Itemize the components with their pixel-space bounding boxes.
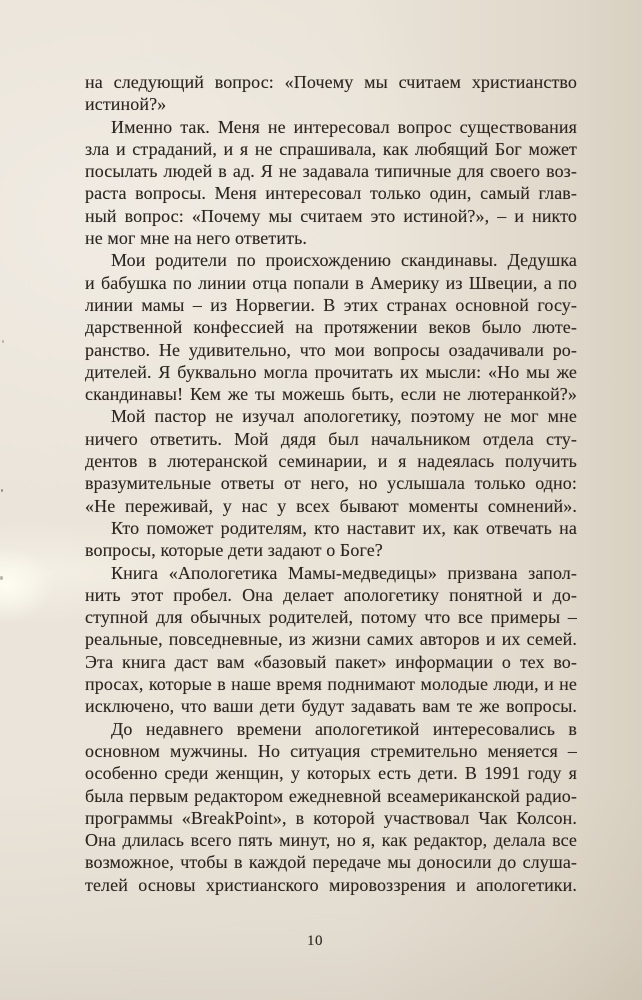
text-line: программы «BreakPoint», в которой участвовал Чак Колсон. <box>85 807 577 828</box>
dust-speck <box>2 340 4 343</box>
text-line: Именно так. Меня не интересовал вопрос существования <box>111 116 577 137</box>
text-line: Кто поможет родителям, кто наставит их, как отвечать на <box>111 517 577 538</box>
text-line: основном мужчины. Но ситуация стремительно меняется – <box>85 740 577 761</box>
text-line: ничего ответить. Мой дядя был начальником отдела сту- <box>85 428 577 449</box>
text-line: дителей. Я буквально могла прочитать их мысли: «Но мы же <box>85 361 577 382</box>
text-line: и бабушка по линии отца попали в Америку из Швеции, а по <box>85 272 577 293</box>
text-line: зла и страданий, и я не спрашивала, как любящий Бог может <box>85 138 577 159</box>
text-line: дарственной конфессией на протяжении веков было люте- <box>85 317 577 338</box>
text-line: раста вопросы. Меня интересовал только один, самый глав- <box>85 183 577 204</box>
text-line: вразумительные ответы от него, но услышала только одно: <box>85 473 577 494</box>
text-line: на следующий вопрос: «Почему мы считаем христианство <box>85 72 577 92</box>
text-line: ный вопрос: «Почему мы считаем это истиной?», – и никто <box>85 205 577 226</box>
text-line: вопросы, которые дети задают о Боге? <box>85 540 383 561</box>
text-line: нить этот пробел. Она делает апологетику понятной и до- <box>85 584 577 605</box>
text-line: была первым редактором ежедневной всеамериканской радио- <box>85 785 577 806</box>
body-text <box>85 71 577 896</box>
dust-speck <box>0 576 3 580</box>
text-line: особенно среди женщин, у которых есть дети. В 1991 году я <box>85 763 577 784</box>
text-line: Она длилась всего пять минут, но я, как редактор, делала все <box>85 830 577 851</box>
text-line: До недавнего времени апологетикой интересовались в <box>111 718 577 739</box>
text-line: реальные, повседневные, из жизни самих авторов и их семей. <box>85 629 577 650</box>
text-line: Мой пастор не изучал апологетику, поэтому не мог мне <box>111 406 577 427</box>
text-line: посылать людей в ад. Я не задавала типичные для своего воз- <box>85 161 577 182</box>
text-line: дентов в лютеранской семинарии, и я надеялась получить <box>85 451 577 472</box>
text-line: телей основы христианского мировоззрения и апологетики. <box>85 874 577 895</box>
text-line: просах, которые в наше время поднимают молодые люди, и не <box>85 674 577 695</box>
text-line: Книга «Апологетика Мамы-медведицы» призвана запол- <box>111 562 577 583</box>
text-line: не мог мне на него ответить. <box>85 228 307 249</box>
dust-speck <box>1 489 3 492</box>
text-line: возможное, чтобы в каждой передаче мы доносили до слуша- <box>85 852 577 873</box>
page-number: 10 <box>307 933 323 949</box>
text-line: «Не переживай, у нас у всех бывают моменты сомнений». <box>85 495 577 516</box>
text-line: скандинавы! Кем же ты можешь быть, если не лютеранкой?» <box>85 384 577 405</box>
text-line: истиной?» <box>85 94 167 115</box>
text-line: ступной для обычных родителей, потому что все примеры – <box>85 607 577 628</box>
text-line: ранство. Не удивительно, что мои вопросы озадачивали ро- <box>85 339 577 360</box>
text-line: Эта книга даст вам «базовый пакет» информации о тех во- <box>85 651 577 672</box>
text-line: исключено, что ваши дети будут задавать вам те же вопросы. <box>85 696 577 717</box>
text-line: Мои родители по происхождению скандинавы. Дедушка <box>111 250 577 271</box>
text-line: линии мамы – из Норвегии. В этих странах основной госу- <box>85 294 577 315</box>
